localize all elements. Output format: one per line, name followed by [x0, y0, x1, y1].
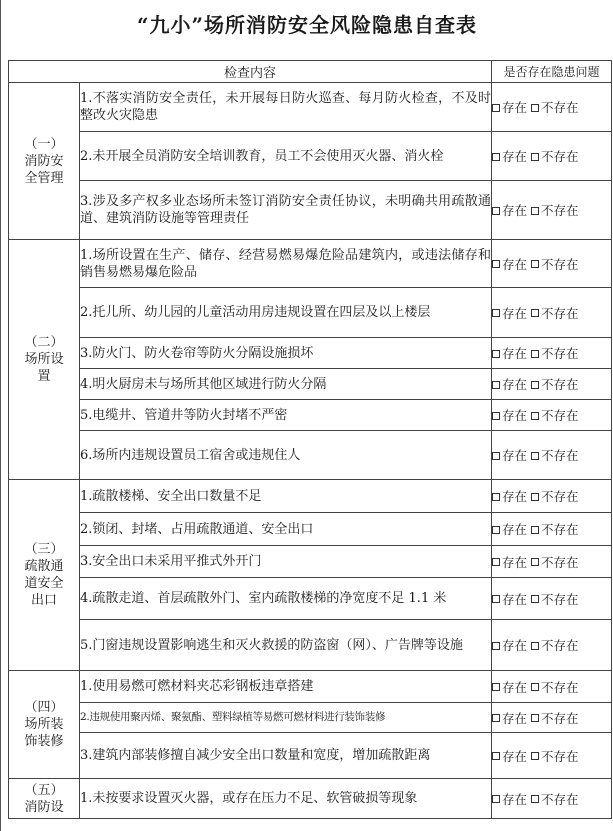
option-exists-label: 存在	[502, 554, 528, 570]
checkbox-icon[interactable]	[492, 526, 500, 534]
option-not-exists[interactable]	[531, 636, 579, 654]
option-exists[interactable]	[492, 147, 527, 165]
check-item-text: 2.违规使用聚丙烯、聚氨酯、塑料绿植等易燃可燃材料进行装饰装修	[80, 703, 492, 733]
option-exists-label: 存在	[502, 679, 528, 695]
table-row	[9, 546, 612, 578]
checkbox-icon[interactable]	[531, 207, 539, 215]
check-options	[492, 83, 612, 132]
option-not-exists-label: 不存在	[541, 679, 579, 695]
option-exists[interactable]	[492, 375, 527, 393]
table-row	[9, 400, 612, 431]
checkbox-icon[interactable]	[492, 260, 500, 268]
check-item-text: 3.建筑内部装修擅自减少安全出口数量和宽度，增加疏散距离	[80, 733, 492, 779]
option-not-exists-label: 不存在	[541, 100, 579, 115]
option-not-exists[interactable]	[531, 98, 579, 116]
check-item-text: 5.电缆井、管道井等防火封堵不严密	[80, 400, 492, 431]
check-options	[492, 240, 612, 288]
table-row	[9, 431, 612, 480]
checkbox-icon[interactable]	[492, 104, 500, 112]
option-not-exists-label: 不存在	[541, 149, 579, 164]
checkbox-icon[interactable]	[531, 526, 539, 534]
checkbox-icon[interactable]	[531, 381, 539, 389]
page-title: “九小”场所消防安全风险隐患自查表	[136, 13, 477, 37]
option-exists-label: 存在	[502, 748, 528, 764]
option-not-exists[interactable]	[531, 147, 579, 165]
table-row	[9, 671, 612, 703]
option-not-exists-label: 不存在	[541, 408, 579, 423]
option-not-exists[interactable]	[531, 344, 579, 362]
option-exists[interactable]	[492, 201, 527, 219]
option-not-exists[interactable]	[531, 375, 579, 393]
check-item-text: 4.疏散走道、首层疏散外门、室内疏散楼梯的净宽度不足 1.1 米	[80, 578, 492, 620]
check-item-text: 3.防火门、防火卷帘等防火分隔设施损坏	[80, 338, 492, 369]
checkbox-icon[interactable]	[531, 104, 539, 112]
option-exists-label: 存在	[502, 489, 528, 504]
section-label-line: 消防设	[24, 799, 64, 815]
check-item-text: 2.未开展全员消防安全培训教育，员工不会使用灭火器、消火栓	[80, 132, 492, 181]
checkbox-icon[interactable]	[492, 309, 500, 317]
check-item-text: 6.场所内违规设置员工宿舍或违规住人	[80, 431, 492, 480]
header-content: 检查内容	[9, 61, 492, 83]
option-exists-label: 存在	[502, 346, 528, 361]
option-not-exists-label: 不存在	[541, 377, 579, 392]
section-label-line: （一）	[24, 136, 64, 152]
check-options	[492, 480, 612, 513]
table-row	[9, 480, 612, 513]
table-row	[9, 733, 612, 779]
checkbox-icon[interactable]	[492, 493, 500, 501]
table-row	[9, 620, 612, 671]
checkbox-icon[interactable]	[531, 795, 539, 803]
checkbox-icon[interactable]	[531, 752, 539, 760]
checkbox-icon[interactable]	[531, 153, 539, 161]
section-label-line: （二）	[24, 335, 64, 350]
option-not-exists[interactable]	[531, 304, 579, 322]
check-options	[492, 671, 612, 703]
option-exists-label: 存在	[502, 591, 528, 607]
checkbox-icon[interactable]	[492, 207, 500, 215]
option-exists[interactable]	[492, 553, 527, 571]
section-label-line: 置	[37, 369, 51, 384]
option-exists-label: 存在	[502, 710, 528, 726]
checkbox-icon[interactable]	[531, 595, 539, 603]
option-not-exists[interactable]	[531, 446, 579, 464]
option-exists[interactable]	[492, 790, 527, 808]
option-exists[interactable]	[492, 304, 527, 322]
check-item-text: 1.疏散楼梯、安全出口数量不足	[80, 480, 492, 513]
check-item-text: 1.场所设置在生产、储存、经营易燃易爆危险品建筑内，或违法储存和销售易燃易爆危险品	[80, 240, 492, 288]
check-options	[492, 733, 612, 779]
checkbox-icon[interactable]	[492, 412, 500, 420]
check-options	[492, 578, 612, 620]
section-label-line: 出口	[30, 593, 57, 608]
check-item-text: 1.不落实消防安全责任，未开展每日防火巡查、每月防火检查，不及时整改火灾隐患	[80, 83, 492, 132]
section-label-line: 饰装修	[24, 734, 64, 749]
table-row	[9, 83, 612, 132]
option-exists[interactable]	[492, 406, 527, 424]
option-not-exists[interactable]	[531, 201, 579, 219]
check-options	[492, 400, 612, 431]
checklist-table	[8, 60, 612, 819]
checkbox-icon[interactable]	[492, 642, 500, 650]
option-exists-label: 存在	[502, 791, 528, 807]
check-item-text: 3.安全出口未采用平推式外开门	[80, 546, 492, 578]
check-options	[492, 620, 612, 671]
check-item-text: 5.门窗违规设置影响逃生和灭火救援的防盗窗（网）、广告牌等设施	[80, 620, 492, 671]
section-label-line: 消防安	[24, 153, 64, 169]
option-exists[interactable]	[492, 520, 527, 538]
checkbox-icon[interactable]	[531, 642, 539, 650]
option-not-exists-label: 不存在	[541, 305, 579, 321]
checkbox-icon[interactable]	[531, 350, 539, 358]
option-exists-label: 存在	[502, 100, 528, 115]
checkbox-icon[interactable]	[492, 795, 500, 803]
table-row	[9, 369, 612, 400]
option-exists-label: 存在	[502, 448, 528, 463]
check-options	[492, 181, 612, 240]
option-exists[interactable]	[492, 636, 527, 654]
check-options	[492, 703, 612, 733]
option-not-exists-label: 不存在	[541, 638, 579, 653]
section-label	[9, 240, 80, 480]
checkbox-icon[interactable]	[492, 714, 500, 722]
option-not-exists-label: 不存在	[541, 203, 579, 218]
checklist-body	[9, 83, 612, 819]
option-exists[interactable]	[492, 344, 527, 362]
check-options	[492, 288, 612, 338]
option-exists-label: 存在	[502, 377, 528, 392]
section-label-line: 全管理	[24, 170, 64, 186]
section-label-line: （三）	[24, 542, 64, 557]
checkbox-icon[interactable]	[531, 309, 539, 317]
option-exists[interactable]	[492, 709, 527, 727]
option-not-exists[interactable]	[531, 790, 579, 808]
option-not-exists-label: 不存在	[541, 710, 579, 726]
table-row	[9, 338, 612, 369]
option-not-exists-label: 不存在	[541, 346, 579, 361]
check-options	[492, 431, 612, 480]
table-row	[9, 578, 612, 620]
checkbox-icon[interactable]	[492, 153, 500, 161]
option-exists[interactable]	[492, 446, 527, 464]
table-row	[9, 181, 612, 240]
option-exists-label: 存在	[502, 522, 528, 537]
option-exists-label: 存在	[502, 203, 528, 218]
section-label	[9, 779, 80, 819]
option-exists-label: 存在	[502, 305, 528, 321]
option-not-exists-label: 不存在	[541, 554, 579, 570]
checkbox-icon[interactable]	[492, 452, 500, 460]
option-exists[interactable]	[492, 255, 527, 273]
table-row	[9, 703, 612, 733]
option-not-exists-label: 不存在	[541, 591, 579, 607]
check-options	[492, 338, 612, 369]
table-header-row	[9, 61, 612, 83]
section-label-line: 道安全	[24, 576, 64, 591]
check-item-text: 2.锁闭、封堵、占用疏散通道、安全出口	[80, 513, 492, 546]
option-not-exists-label: 不存在	[541, 448, 579, 463]
option-not-exists-label: 不存在	[541, 522, 579, 537]
checkbox-icon[interactable]	[492, 752, 500, 760]
option-not-exists[interactable]	[531, 487, 579, 505]
option-exists[interactable]	[492, 487, 527, 505]
header-check: 是否存在隐患问题	[492, 61, 612, 83]
section-label	[9, 83, 80, 240]
option-not-exists-label: 不存在	[541, 791, 579, 807]
table-row	[9, 132, 612, 181]
check-item-text: 3.涉及多产权多业态场所未签订消防安全责任协议，未明确共用疏散通道、建筑消防设施等管理责任	[80, 181, 492, 240]
section-label-line: （四）	[24, 700, 64, 715]
option-exists[interactable]	[492, 98, 527, 116]
section-label-line: 场所设	[24, 352, 64, 367]
checkbox-icon[interactable]	[531, 412, 539, 420]
option-exists-label: 存在	[502, 408, 528, 423]
checkbox-icon[interactable]	[492, 350, 500, 358]
section-label	[9, 671, 80, 779]
option-exists[interactable]	[492, 590, 527, 608]
checkbox-icon[interactable]	[531, 493, 539, 501]
table-row	[9, 240, 612, 288]
table-row	[9, 779, 612, 819]
option-not-exists[interactable]	[531, 553, 579, 571]
checkbox-icon[interactable]	[531, 683, 539, 691]
check-options	[492, 513, 612, 546]
option-not-exists-label: 不存在	[541, 748, 579, 764]
option-not-exists[interactable]	[531, 678, 579, 696]
checkbox-icon[interactable]	[492, 595, 500, 603]
checkbox-icon[interactable]	[492, 558, 500, 566]
option-exists-label: 存在	[502, 149, 528, 164]
option-not-exists[interactable]	[531, 747, 579, 765]
option-not-exists[interactable]	[531, 709, 579, 727]
checkbox-icon[interactable]	[492, 381, 500, 389]
section-label-line: （五）	[24, 782, 64, 798]
option-not-exists[interactable]	[531, 406, 579, 424]
option-not-exists-label: 不存在	[541, 256, 579, 272]
option-exists-label: 存在	[502, 256, 528, 272]
checkbox-icon[interactable]	[531, 452, 539, 460]
check-item-text: 1.使用易燃可燃材料夹芯彩钢板违章搭建	[80, 671, 492, 703]
option-not-exists-label: 不存在	[541, 489, 579, 504]
checkbox-icon[interactable]	[531, 260, 539, 268]
option-exists-label: 存在	[502, 638, 528, 653]
check-item-text: 4.明火厨房未与场所其他区域进行防火分隔	[80, 369, 492, 400]
option-not-exists[interactable]	[531, 520, 579, 538]
table-row	[9, 288, 612, 338]
option-not-exists[interactable]	[531, 255, 579, 273]
table-row	[9, 513, 612, 546]
section-label	[9, 480, 80, 671]
checkbox-icon[interactable]	[531, 714, 539, 722]
check-item-text: 1.未按要求设置灭火器，或存在压力不足、软管破损等现象	[80, 779, 492, 819]
section-label-line: 疏散通	[24, 559, 64, 574]
check-options	[492, 369, 612, 400]
check-options	[492, 546, 612, 578]
check-item-text: 2.托儿所、幼儿园的儿童活动用房违规设置在四层及以上楼层	[80, 288, 492, 338]
option-not-exists[interactable]	[531, 590, 579, 608]
option-exists[interactable]	[492, 747, 527, 765]
section-label-line: 场所装	[24, 717, 64, 732]
option-exists[interactable]	[492, 678, 527, 696]
checkbox-icon[interactable]	[492, 683, 500, 691]
check-options	[492, 132, 612, 181]
check-options	[492, 779, 612, 819]
checkbox-icon[interactable]	[531, 558, 539, 566]
